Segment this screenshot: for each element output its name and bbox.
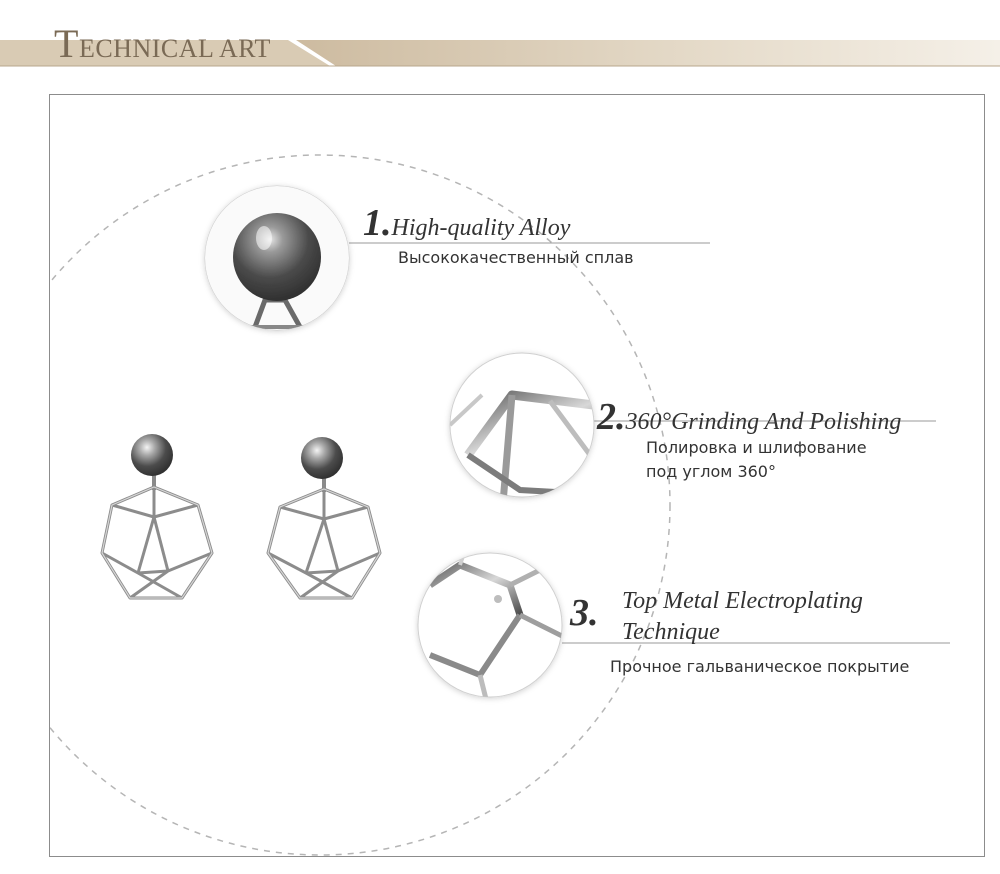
ball-closeup-icon — [205, 186, 349, 330]
feature-2-heading: 360°Grinding And Polishing — [625, 409, 902, 435]
frame-joint-closeup-icon — [418, 535, 570, 715]
feature-3-subtitle — [610, 655, 909, 679]
section-header — [0, 0, 1000, 80]
feature-1-subtitle — [398, 246, 634, 270]
geometric-earrings-icon — [102, 434, 380, 598]
feature-3-subtitle-line: Прочное гальваническое покрытие — [610, 657, 910, 676]
feature-2-subtitle-line: под углом 360° — [646, 462, 776, 481]
feature-2-number: 2. — [597, 396, 626, 438]
title-rest: ECHNICAL ART — [78, 34, 271, 63]
right-earring — [268, 437, 380, 598]
feature-3-heading-block — [622, 586, 863, 648]
feature-1-number: 1. — [363, 202, 392, 244]
feature-2-subtitle — [646, 436, 867, 484]
feature-2-title — [597, 395, 901, 439]
section-title — [54, 21, 271, 66]
feature-3-number: 3. — [570, 592, 599, 634]
frame-edge-closeup-icon — [450, 353, 610, 515]
feature-1-subtitle-line: Высококачественный сплав — [398, 248, 634, 267]
title-initial: T — [54, 21, 79, 66]
feature-3-heading: Top Metal Electroplating — [622, 588, 863, 614]
content-frame — [49, 94, 985, 857]
feature-1-heading: High-quality Alloy — [391, 215, 571, 241]
feature-3-heading-line2: Technique — [622, 619, 720, 645]
feature-3-title — [570, 586, 599, 634]
feature-1-title — [363, 201, 570, 245]
left-earring — [102, 434, 212, 598]
feature-2-subtitle-line: Полировка и шлифование — [646, 438, 867, 457]
